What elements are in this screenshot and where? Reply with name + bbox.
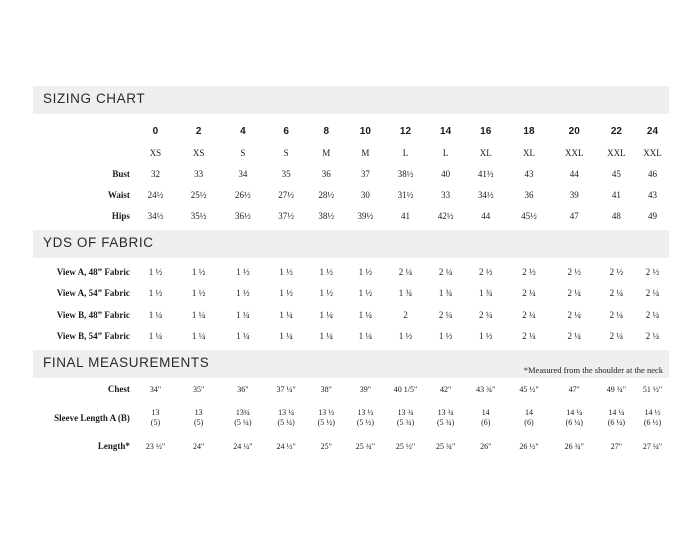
yardage-cell: 1 ½ xyxy=(358,288,373,299)
yardage-cell: 1 ½ xyxy=(358,266,373,277)
yardage-cell: 1 ¼ xyxy=(236,309,250,320)
measurement-cell: 40 xyxy=(441,168,451,179)
chest-cell: 36" xyxy=(237,384,249,394)
size-number: 22 xyxy=(610,125,622,137)
sleeve-length-a: 14 xyxy=(481,408,490,417)
sleeve-length-a: 13 ¾ xyxy=(437,408,454,417)
row-label: Length* xyxy=(97,441,130,451)
sleeve-length-b: (6 ¼) xyxy=(565,418,583,427)
yardage-cell: 1 ¼ xyxy=(319,331,334,342)
measurement-cell: 35½ xyxy=(190,210,207,221)
yardage-cell: 2 ¼ xyxy=(567,331,581,342)
size-number: 8 xyxy=(323,125,330,137)
row-label: View B, 54” Fabric xyxy=(56,331,130,342)
yardage-cell: 1 ¼ xyxy=(148,309,163,320)
length-cell: 26 ½" xyxy=(519,441,539,451)
yardage-cell: 1 ¼ xyxy=(236,331,250,342)
size-letter: XXL xyxy=(564,147,584,158)
measurement-cell: 39½ xyxy=(357,210,374,221)
measurement-cell: 28½ xyxy=(318,189,335,200)
yardage-cell: 2 ¼ xyxy=(609,288,624,299)
sleeve-cell xyxy=(177,400,220,436)
length-cell: 27" xyxy=(610,441,623,451)
size-letter: L xyxy=(402,147,409,158)
yds-of-fabric-header xyxy=(33,230,669,258)
sizing-chart-table xyxy=(33,114,669,230)
yardage-cell: 1 ¼ xyxy=(279,309,293,320)
length-cell: 27 ¼" xyxy=(642,441,663,451)
size-number: 0 xyxy=(152,125,159,137)
yardage-cell: 1 ½ xyxy=(319,288,334,299)
yardage-cell: 2 ½ xyxy=(609,266,624,277)
table-row xyxy=(33,184,669,205)
row-label: View A, 54” Fabric xyxy=(56,288,130,299)
measurement-cell: 49 xyxy=(647,210,657,221)
table-row xyxy=(33,261,669,283)
measurement-cell: 24½ xyxy=(147,189,164,200)
yardage-cell: 2 ½ xyxy=(478,266,493,277)
yardage-cell: 1 ½ xyxy=(398,331,413,342)
yardage-cell: 1 ¼ xyxy=(358,331,373,342)
table-row xyxy=(33,436,669,456)
sleeve-cell xyxy=(346,400,385,436)
yardage-cell: 2 ¼ xyxy=(567,309,581,320)
yardage-cell: 1 ½ xyxy=(279,288,293,299)
sleeve-length-a: 13 xyxy=(194,408,203,417)
yardage-cell: 2 ¼ xyxy=(398,266,413,277)
yardage-cell: 1 ¼ xyxy=(279,331,293,342)
length-cell: 24 ½" xyxy=(276,441,296,451)
measurement-cell: 36½ xyxy=(235,210,251,221)
final-measurements-title: FINAL MEASUREMENTS xyxy=(43,355,210,370)
sleeve-length-a: 13 ½ xyxy=(357,408,374,417)
yardage-cell: 1 ¼ xyxy=(191,331,206,342)
row-label: Hips xyxy=(111,210,130,221)
sleeve-length-a: 13 ¼ xyxy=(278,408,295,417)
yardage-cell: 1 ½ xyxy=(191,288,206,299)
measurement-cell: 36 xyxy=(524,189,534,200)
measurement-cell: 43 xyxy=(524,168,534,179)
sleeve-length-a: 13 xyxy=(151,408,160,417)
yardage-cell: 2 ¼ xyxy=(438,266,453,277)
sleeve-length-b: (5 ½) xyxy=(356,418,375,427)
size-number: 18 xyxy=(523,125,535,137)
chest-cell: 51 ½" xyxy=(642,384,663,394)
yardage-cell: 2 ¼ xyxy=(567,288,581,299)
size-letters-row xyxy=(33,142,669,163)
yardage-cell: 2 ½ xyxy=(522,266,536,277)
yardage-cell: 2 ½ xyxy=(645,266,660,277)
yardage-cell: 2 ¼ xyxy=(645,309,660,320)
measurement-cell: 37 xyxy=(360,168,370,179)
measurement-cell: 34 xyxy=(238,168,248,179)
sleeve-length-b: (6) xyxy=(524,418,534,427)
size-letter: S xyxy=(240,147,246,158)
yardage-cell: 2 xyxy=(403,309,408,320)
chest-cell: 39" xyxy=(359,384,371,394)
yardage-cell: 2 ¼ xyxy=(478,309,493,320)
chest-cell: 42" xyxy=(439,384,452,394)
size-letter: S xyxy=(283,147,289,158)
sleeve-cell xyxy=(506,400,551,436)
yds-of-fabric-table xyxy=(33,258,669,350)
sleeve-length-b: (5) xyxy=(150,418,161,427)
yardage-cell: 2 ¼ xyxy=(522,288,536,299)
measurement-cell: 45½ xyxy=(521,210,537,221)
chest-cell: 43 ¾" xyxy=(476,384,496,394)
yardage-cell: 1 ¼ xyxy=(358,309,373,320)
sleeve-length-b: (5 ¼) xyxy=(234,418,252,427)
yardage-cell: 1 ½ xyxy=(236,288,250,299)
sleeve-length-b: (5 ½) xyxy=(317,418,335,427)
sleeve-length-a: 14 ½ xyxy=(644,408,661,417)
size-number: 20 xyxy=(568,125,580,137)
yardage-cell: 1 ¼ xyxy=(319,309,334,320)
sleeve-cell xyxy=(134,400,177,436)
length-cell: 26 ¾" xyxy=(564,441,584,451)
size-number: 10 xyxy=(359,125,371,137)
table-row xyxy=(33,205,669,226)
measurement-cell: 25½ xyxy=(190,189,207,200)
length-cell: 25 ½" xyxy=(395,441,416,451)
size-chart-sheet xyxy=(33,86,669,456)
table-row xyxy=(33,400,669,436)
measurement-cell: 30 xyxy=(360,189,370,200)
measurement-cell: 43 xyxy=(647,189,657,200)
sleeve-length-b: (6) xyxy=(481,418,491,427)
size-number: 6 xyxy=(283,125,289,137)
final-measurements-table xyxy=(33,378,669,456)
sleeve-length-a: 13 ½ xyxy=(318,408,335,417)
sleeve-cell xyxy=(636,400,669,436)
sleeve-cell xyxy=(266,400,307,436)
row-label: Waist xyxy=(107,189,130,200)
measurement-cell: 34½ xyxy=(477,189,494,200)
sleeve-length-a: 14 ¼ xyxy=(566,408,583,417)
table-row xyxy=(33,283,669,305)
yardage-cell: 2 ¼ xyxy=(522,309,536,320)
measurement-cell: 42½ xyxy=(437,210,454,221)
length-cell: 25 ¾" xyxy=(435,441,456,451)
yardage-cell: 1 ½ xyxy=(319,266,334,277)
yardage-cell: 2 ¼ xyxy=(438,309,453,320)
size-number: 4 xyxy=(240,125,246,137)
size-number: 16 xyxy=(480,125,492,137)
yardage-cell: 1 ½ xyxy=(438,331,453,342)
measurement-cell: 33 xyxy=(441,189,451,200)
size-numbers-row xyxy=(33,120,669,142)
chest-cell: 34" xyxy=(149,384,162,394)
yds-of-fabric-title: YDS OF FABRIC xyxy=(43,235,154,250)
yardage-cell: 2 ¼ xyxy=(609,331,624,342)
row-label xyxy=(33,120,134,142)
measurement-cell: 37½ xyxy=(278,210,295,221)
measurement-note: *Measured from the shoulder at the neck xyxy=(523,365,663,375)
measurement-cell: 41 xyxy=(400,210,410,221)
chest-cell: 35" xyxy=(193,384,205,394)
sleeve-cell xyxy=(307,400,346,436)
yardage-cell: 1 ½ xyxy=(236,266,250,277)
sleeve-length-b: (5 ¼) xyxy=(277,418,295,427)
sleeve-length-a: 13 ¾ xyxy=(397,408,414,417)
yardage-cell: 2 ¼ xyxy=(645,331,660,342)
row-label: Chest xyxy=(107,384,130,394)
sleeve-cell xyxy=(220,400,265,436)
sleeve-length-b: (6 ½) xyxy=(643,418,662,427)
size-number: 14 xyxy=(440,125,452,137)
yardage-cell: 2 ¼ xyxy=(609,309,624,320)
row-label: View B, 48” Fabric xyxy=(56,309,130,320)
row-label: Sleeve Length A (B) xyxy=(54,413,130,423)
length-cell: 25 ¾" xyxy=(355,441,375,451)
sleeve-cell xyxy=(385,400,426,436)
yardage-cell: 1 ¾ xyxy=(398,288,413,299)
length-cell: 26" xyxy=(480,441,492,451)
sleeve-length-a: 14 xyxy=(524,408,533,417)
measurement-cell: 27½ xyxy=(278,189,295,200)
yardage-cell: 1 ¾ xyxy=(438,288,453,299)
chest-cell: 45 ½" xyxy=(519,384,539,394)
measurement-cell: 38½ xyxy=(397,168,414,179)
yardage-cell: 1 ½ xyxy=(478,331,493,342)
size-letter: XS xyxy=(149,147,162,158)
row-label: Bust xyxy=(112,168,130,179)
sleeve-length-b: (5) xyxy=(194,418,204,427)
size-number: 24 xyxy=(646,125,659,137)
measurement-cell: 36 xyxy=(321,168,331,179)
size-letter: M xyxy=(322,147,331,158)
chest-cell: 49 ¾" xyxy=(606,384,627,394)
size-letter: M xyxy=(361,147,370,158)
yardage-cell: 2 ¼ xyxy=(522,331,536,342)
measurement-cell: 34½ xyxy=(147,210,164,221)
measurement-cell: 44 xyxy=(481,210,491,221)
sizing-chart-title: SIZING CHART xyxy=(43,91,146,106)
yardage-cell: 1 ¼ xyxy=(191,309,206,320)
table-row xyxy=(33,326,669,348)
row-label xyxy=(33,142,134,163)
measurement-cell: 31½ xyxy=(397,189,414,200)
length-cell: 24" xyxy=(193,441,205,451)
size-number: 12 xyxy=(399,125,412,137)
chest-cell: 47" xyxy=(568,384,580,394)
chest-cell: 40 1/5" xyxy=(393,384,418,394)
measurement-cell: 46 xyxy=(647,168,657,179)
size-letter: L xyxy=(442,147,449,158)
size-letter: XL xyxy=(522,147,535,158)
size-number: 2 xyxy=(195,125,202,137)
measurement-cell: 48 xyxy=(611,210,621,221)
measurement-cell: 41½ xyxy=(477,168,494,179)
measurement-cell: 47 xyxy=(569,210,579,221)
size-letter: XS xyxy=(192,147,205,158)
length-cell: 23 ½" xyxy=(145,441,166,451)
sleeve-cell xyxy=(426,400,465,436)
chest-cell: 38" xyxy=(320,384,332,394)
table-row xyxy=(33,378,669,400)
measurement-cell: 26½ xyxy=(235,189,251,200)
yardage-cell: 1 ½ xyxy=(148,266,163,277)
yardage-cell: 1 ½ xyxy=(191,266,206,277)
sizing-chart-header xyxy=(33,86,669,114)
sleeve-cell xyxy=(552,400,597,436)
measurement-cell: 41 xyxy=(611,189,621,200)
yardage-cell: 1 ½ xyxy=(148,288,163,299)
measurement-cell: 39 xyxy=(569,189,579,200)
measurement-cell: 32 xyxy=(150,168,160,179)
sleeve-cell xyxy=(597,400,636,436)
size-letter: XL xyxy=(479,147,492,158)
sleeve-length-a: 13¼ xyxy=(235,408,250,417)
measurement-cell: 45 xyxy=(611,168,621,179)
yardage-cell: 1 ¾ xyxy=(478,288,493,299)
measurement-cell: 38½ xyxy=(318,210,335,221)
size-letter: XXL xyxy=(643,147,662,158)
yardage-cell: 2 ¼ xyxy=(645,288,660,299)
table-row xyxy=(33,304,669,326)
table-row xyxy=(33,163,669,184)
sleeve-cell xyxy=(465,400,506,436)
yardage-cell: 2 ½ xyxy=(567,266,581,277)
chest-cell: 37 ¼" xyxy=(276,384,296,394)
measurement-cell: 44 xyxy=(569,168,579,179)
sleeve-length-a: 14 ¼ xyxy=(608,408,625,417)
length-cell: 24 ¼" xyxy=(233,441,253,451)
sleeve-length-b: (5 ¾) xyxy=(436,418,455,427)
sleeve-length-b: (5 ¾) xyxy=(396,418,415,427)
sleeve-length-b: (6 ¼) xyxy=(607,418,626,427)
measurement-cell: 35 xyxy=(281,168,291,179)
measurement-cell: 33 xyxy=(194,168,204,179)
yardage-cell: 1 ½ xyxy=(279,266,293,277)
yardage-cell: 1 ¼ xyxy=(148,331,163,342)
length-cell: 25" xyxy=(320,441,332,451)
final-measurements-header xyxy=(33,350,669,378)
row-label: View A, 48” Fabric xyxy=(56,266,130,277)
size-letter: XXL xyxy=(607,147,626,158)
